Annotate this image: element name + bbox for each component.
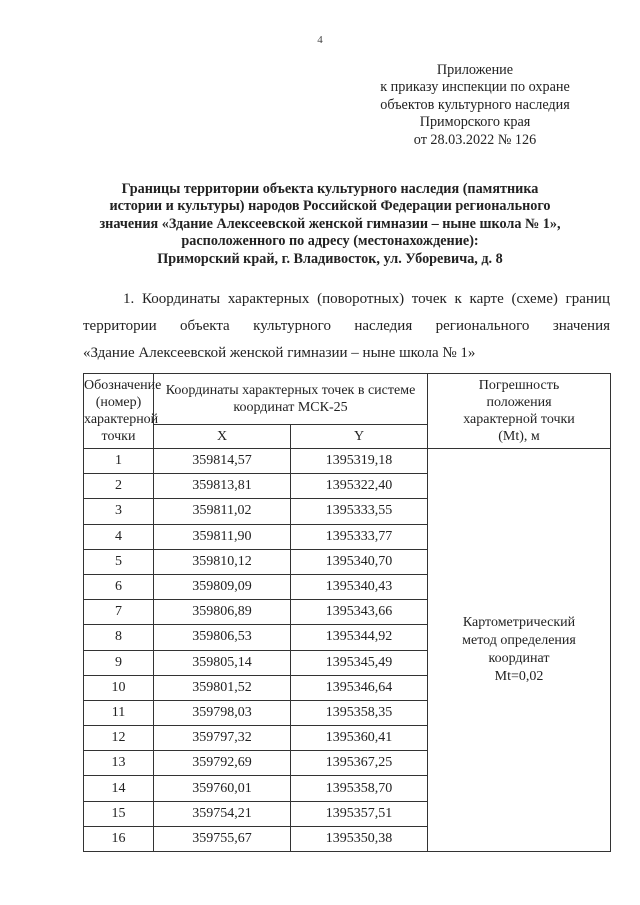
- point-number-cell: 3: [84, 499, 154, 524]
- x-coordinate-cell: 359806,89: [154, 600, 291, 625]
- y-coordinate-cell: 1395358,35: [291, 700, 428, 725]
- x-coordinate-cell: 359798,03: [154, 700, 291, 725]
- header-coordinates: [154, 374, 428, 425]
- method-line: Mt=0,02: [494, 669, 544, 684]
- title-line: истории и культуры) народов Российской Федерации регионального: [109, 198, 551, 215]
- point-number-cell: 2: [84, 474, 154, 499]
- intro-line: территории объекта культурного наследия регионального значения: [83, 318, 610, 334]
- method-line: Картометрический: [462, 615, 576, 630]
- title-line: Границы территории объекта культурного наследия (памятника: [121, 181, 539, 197]
- header-line: (номер): [95, 395, 142, 410]
- x-coordinate-cell: 359811,02: [154, 499, 291, 524]
- x-coordinate-cell: 359805,14: [154, 650, 291, 675]
- appendix-block: [360, 62, 590, 149]
- appendix-line: к приказу инспекции по охране: [380, 79, 570, 96]
- header-line: Координаты характерных точек в системе: [165, 383, 416, 398]
- point-number-cell: 8: [84, 625, 154, 650]
- point-number-cell: 14: [84, 776, 154, 801]
- point-number-cell: 4: [84, 524, 154, 549]
- x-coordinate-cell: 359801,52: [154, 675, 291, 700]
- x-coordinate-cell: 359754,21: [154, 801, 291, 826]
- y-coordinate-cell: 1395340,70: [291, 549, 428, 574]
- x-coordinate-cell: 359809,09: [154, 574, 291, 599]
- table-row: [84, 449, 611, 474]
- header-line: Обозначение: [84, 378, 162, 393]
- y-coordinate-cell: 1395345,49: [291, 650, 428, 675]
- header-y: Y: [291, 425, 428, 449]
- y-coordinate-cell: 1395333,77: [291, 524, 428, 549]
- method-cell: [428, 449, 611, 852]
- title-line: Приморский край, г. Владивосток, ул. Уборевича, д. 8: [157, 250, 503, 267]
- y-coordinate-cell: 1395319,18: [291, 449, 428, 474]
- header-line: координат МСК-25: [233, 400, 348, 415]
- point-number-cell: 6: [84, 574, 154, 599]
- intro-paragraph: [83, 286, 610, 367]
- x-coordinate-cell: 359811,90: [154, 524, 291, 549]
- method-line: координат: [488, 651, 550, 666]
- x-coordinate-cell: 359797,32: [154, 726, 291, 751]
- page-number: 4: [317, 34, 323, 46]
- x-coordinate-cell: 359760,01: [154, 776, 291, 801]
- point-number-cell: 15: [84, 801, 154, 826]
- point-number-cell: 9: [84, 650, 154, 675]
- x-coordinate-cell: 359755,67: [154, 826, 291, 851]
- header-x: X: [154, 425, 291, 449]
- method-line: метод определения: [462, 633, 576, 648]
- header-line: характерной: [84, 412, 159, 427]
- appendix-line: объектов культурного наследия: [380, 96, 570, 113]
- y-coordinate-cell: 1395344,92: [291, 625, 428, 650]
- appendix-line: от 28.03.2022 № 126: [413, 131, 537, 148]
- y-coordinate-cell: 1395367,25: [291, 751, 428, 776]
- x-coordinate-cell: 359792,69: [154, 751, 291, 776]
- header-accuracy: [428, 374, 611, 449]
- header-line: (Mt), м: [498, 429, 540, 444]
- x-coordinate-cell: 359814,57: [154, 449, 291, 474]
- point-number-cell: 5: [84, 549, 154, 574]
- header-line: характерной точки: [463, 412, 575, 427]
- intro-line: 1. Координаты характерных (поворотных) точек к карте (схеме) границ: [123, 291, 610, 307]
- point-number-cell: 11: [84, 700, 154, 725]
- x-coordinate-cell: 359810,12: [154, 549, 291, 574]
- header-line: Погрешность: [478, 378, 560, 393]
- y-coordinate-cell: 1395360,41: [291, 726, 428, 751]
- document-title: [70, 181, 590, 268]
- y-coordinate-cell: 1395340,43: [291, 574, 428, 599]
- coordinates-table: [83, 373, 611, 852]
- y-coordinate-cell: 1395350,38: [291, 826, 428, 851]
- title-line: значения «Здание Алексеевской женской гимназии – ныне школа № 1»,: [99, 215, 561, 232]
- header-line: точки: [101, 429, 136, 444]
- header-point-number: [84, 374, 162, 449]
- y-coordinate-cell: 1395346,64: [291, 675, 428, 700]
- y-coordinate-cell: 1395357,51: [291, 801, 428, 826]
- header-line: положения: [486, 395, 552, 410]
- intro-line: «Здание Алексеевской женской гимназии – ныне школа № 1»: [83, 345, 476, 361]
- appendix-line: Приложение: [436, 62, 514, 78]
- y-coordinate-cell: 1395358,70: [291, 776, 428, 801]
- title-line: расположенного по адресу (местонахождение):: [181, 233, 479, 250]
- point-number-cell: 1: [84, 449, 154, 474]
- y-coordinate-cell: 1395333,55: [291, 499, 428, 524]
- x-coordinate-cell: 359806,53: [154, 625, 291, 650]
- point-number-cell: 10: [84, 675, 154, 700]
- y-coordinate-cell: 1395343,66: [291, 600, 428, 625]
- x-coordinate-cell: 359813,81: [154, 474, 291, 499]
- point-number-cell: 7: [84, 600, 154, 625]
- point-number-cell: 13: [84, 751, 154, 776]
- point-number-cell: 16: [84, 826, 154, 851]
- y-coordinate-cell: 1395322,40: [291, 474, 428, 499]
- point-number-cell: 12: [84, 726, 154, 751]
- appendix-line: Приморского края: [419, 114, 531, 131]
